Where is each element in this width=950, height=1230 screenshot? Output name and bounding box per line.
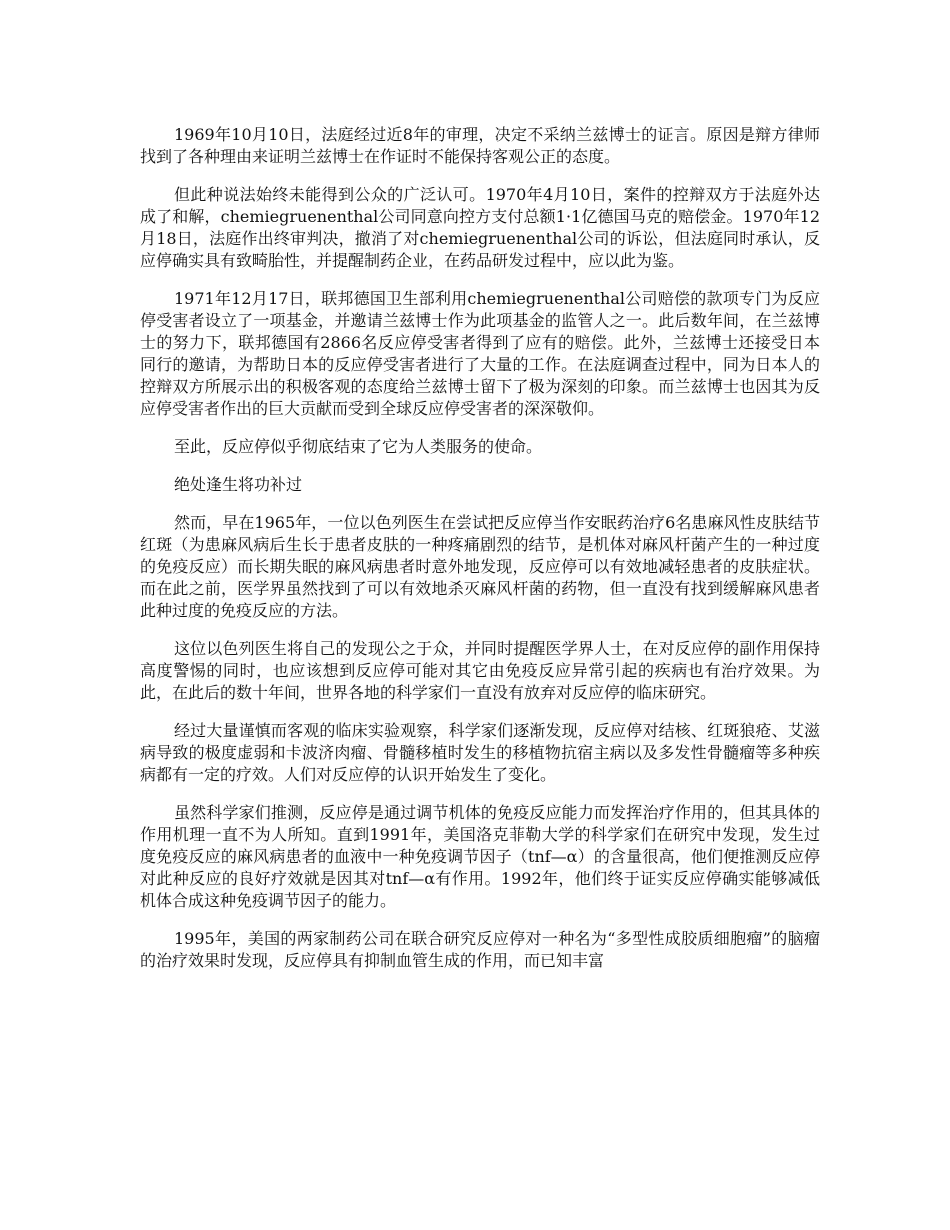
paragraph-3: 1971年12月17日，联邦德国卫生部利用chemiegruenenthal公司赔偿的款项专门为反应停受害者设立了一项基金，并邀请兰兹博士作为此项基金的监管人之一。此后数年间，在兰兹博士的努力下，联邦德国有2866名反应停受害者得到了应有的赔偿。此外，兰兹博士还接受日本同行的邀请，为帮助日本的反应停受害者进行了大量的工作。在法庭调查过程中，同为日本人的控辩双方所展示出的积极客观的态度给兰兹博士留下了极为深刻的印象。而兰兹博士也因其为反应停受害者作出的巨大贡献而受到全球反应停受害者的深深敬仰。 (140, 289, 820, 418)
section-heading: 绝处逢生将功补过 (174, 475, 303, 494)
paragraph-2: 但此种说法始终未能得到公众的广泛认可。1970年4月10日，案件的控辩双方于法庭外达成了和解，chemiegruenenthal公司同意向控方支付总额1·1亿德国马克的赔偿金。1970年12月18日，法庭作出终审判决，撤消了对chemiegruenenthal公司的诉讼，但法庭同时承认，反应停确实具有致畸胎性，并提醒制药企业，在药品研发过程中，应以此为鉴。 (140, 185, 820, 270)
paragraph-4: 至此，反应停似乎彻底结束了它为人类服务的使命。 (174, 437, 543, 456)
paragraph-10: 1995年，美国的两家制药公司在联合研究反应停对一种名为“多型性成胶质细胞瘤”的脑瘤的治疗效果时发现，反应停具有抑制血管生成的作用，而已知丰富 (140, 929, 820, 970)
document-body (140, 124, 820, 988)
paragraph-7: 这位以色列医生将自己的发现公之于众，并同时提醒医学界人士，在对反应停的副作用保持高度警惕的同时，也应该想到反应停可能对其它由免疫反应异常引起的疾病也有治疗效果。为此，在此后的数十年间，世界各地的科学家们一直没有放弃对反应停的临床研究。 (140, 639, 820, 702)
paragraph-9: 虽然科学家们推测，反应停是通过调节机体的免疫反应能力而发挥治疗作用的，但其具体的作用机理一直不为人所知。直到1991年，美国洛克菲勒大学的科学家们在研究中发现，发生过度免疫反应的麻风病患者的血液中一种免疫调节因子（tnf—α）的含量很高，他们便推测反应停对此种反应的良好疗效就是因其对tnf—α有作用。1992年，他们终于证实反应停确实能够减低机体合成这种免疫调节因子的能力。 (140, 803, 820, 910)
paragraph-8: 经过大量谨慎而客观的临床实验观察，科学家们逐渐发现，反应停对结核、红斑狼疮、艾滋病导致的极度虚弱和卡波济肉瘤、骨髓移植时发生的移植物抗宿主病以及多发性骨髓瘤等多种疾病都有一定的疗效。人们对反应停的认识开始发生了变化。 (140, 721, 820, 784)
paragraph-1: 1969年10月10日，法庭经过近8年的审理，决定不采纳兰兹博士的证言。原因是辩方律师找到了各种理由来证明兰兹博士在作证时不能保持客观公正的态度。 (140, 125, 820, 166)
paragraph-6: 然而，早在1965年，一位以色列医生在尝试把反应停当作安眠药治疗6名患麻风性皮肤结节红斑（为患麻风病后生长于患者皮肤的一种疼痛剧烈的结节，是机体对麻风杆菌产生的一种过度的免疫反应）而长期失眠的麻风病患者时意外地发现，反应停可以有效地减轻患者的皮肤症状。而在此之前，医学界虽然找到了可以有效地杀灭麻风杆菌的药物，但一直没有找到缓解麻风患者此种过度的免疫反应的方法。 (140, 513, 820, 620)
